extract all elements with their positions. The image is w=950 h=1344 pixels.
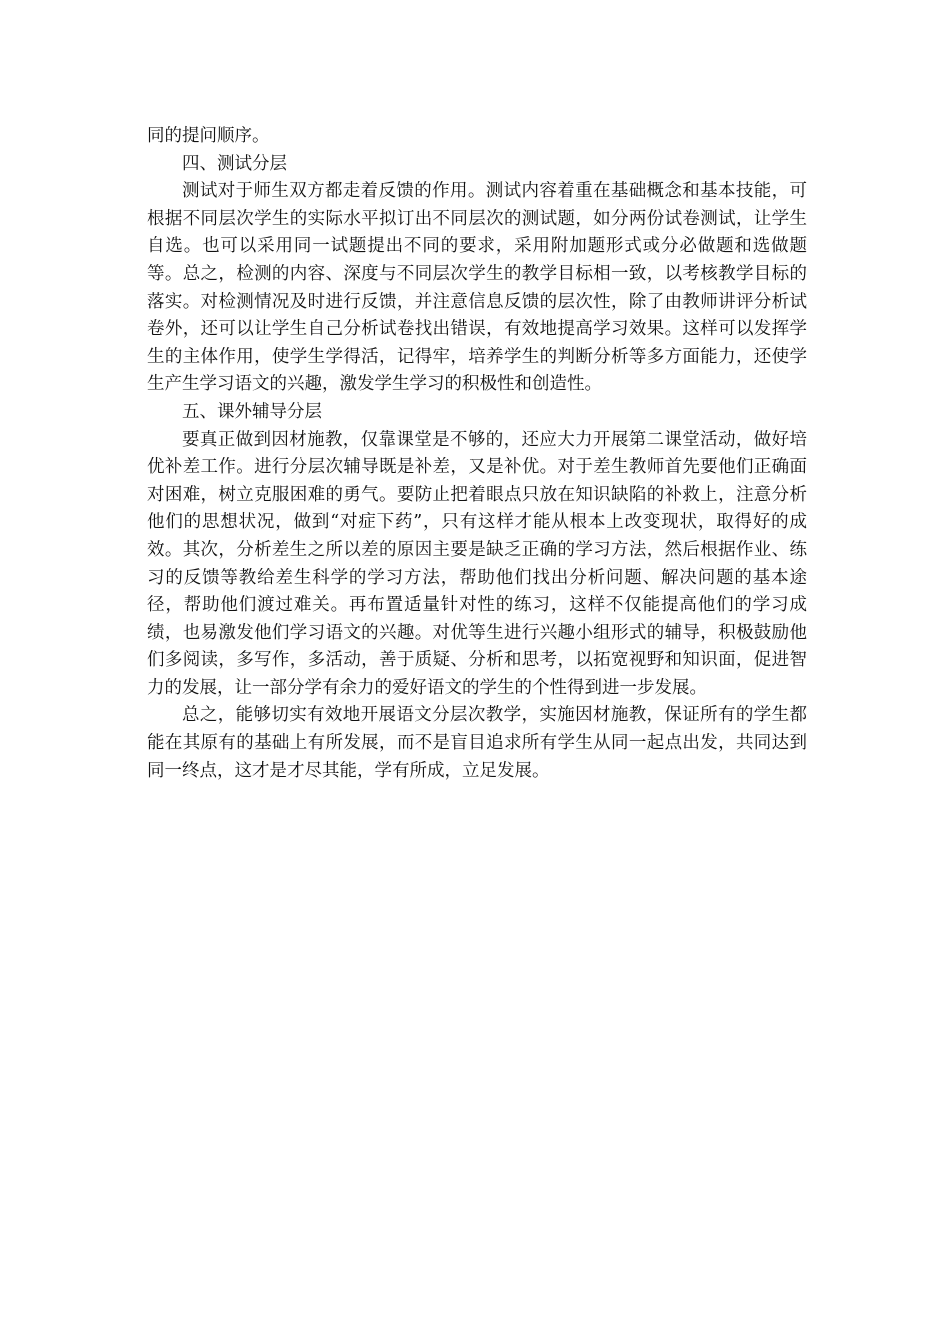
paragraph-testing: 测试对于师生双方都走着反馈的作用。测试内容着重在基础概念和基本技能，可根据不同层次学生的实际水平拟订出不同层次的测试题，如分两份试卷测试，让学生自选。也可以采用同一试题提出不同的要求，采用附加题形式或分必做题和选做题等。总之，检测的内容、深度与不同层次学生的教学目标相一致，以考核教学目标的落实。对检测情况及时进行反馈，并注意信息反馈的层次性，除了由教师讲评分析试卷外，还可以让学生自己分析试卷找出错误，有效地提高学习效果。这样可以发挥学生的主体作用，使学生学得活，记得牢，培养学生的判断分析等多方面能力，还使学生产生学习语文的兴趣，激发学生学习的积极性和创造性。 <box>147 181 807 395</box>
paragraph-continuation: 同的提问顺序。 <box>147 126 270 146</box>
paragraph-conclusion: 总之，能够切实有效地开展语文分层次教学，实施因材施教，保证所有的学生都能在其原有的基础上有所发展，而不是盲目追求所有学生从同一起点出发，共同达到同一终点，这才是才尽其能，学有所成，立足发展。 <box>147 705 807 781</box>
document-body <box>147 123 807 785</box>
paragraph-tutoring: 要真正做到因材施教，仅靠课堂是不够的，还应大力开展第二课堂活动，做好培优补差工作。进行分层次辅导既是补差，又是补优。对于差生教师首先要他们正确面对困难，树立克服困难的勇气。要防止把着眼点只放在知识缺陷的补救上，注意分析他们的思想状况，做到“对症下药”，只有这样才能从根本上改变现状，取得好的成效。其次，分析差生之所以差的原因主要是缺乏正确的学习方法，然后根据作业、练习的反馈等教给差生科学的学习方法，帮助他们找出分析问题、解决问题的基本途径，帮助他们渡过难关。再布置适量针对性的练习，这样不仅能提高他们的学习成绩，也易激发他们学习语文的兴趣。对优等生进行兴趣小组形式的辅导，积极鼓励他们多阅读，多写作，多活动，善于质疑、分析和思考，以拓宽视野和知识面，促进智力的发展，让一部分学有余力的爱好语文的学生的个性得到进一步发展。 <box>147 429 807 698</box>
section-heading-tutoring: 五、课外辅导分层 <box>182 401 322 422</box>
section-heading-testing: 四、测试分层 <box>182 153 287 174</box>
